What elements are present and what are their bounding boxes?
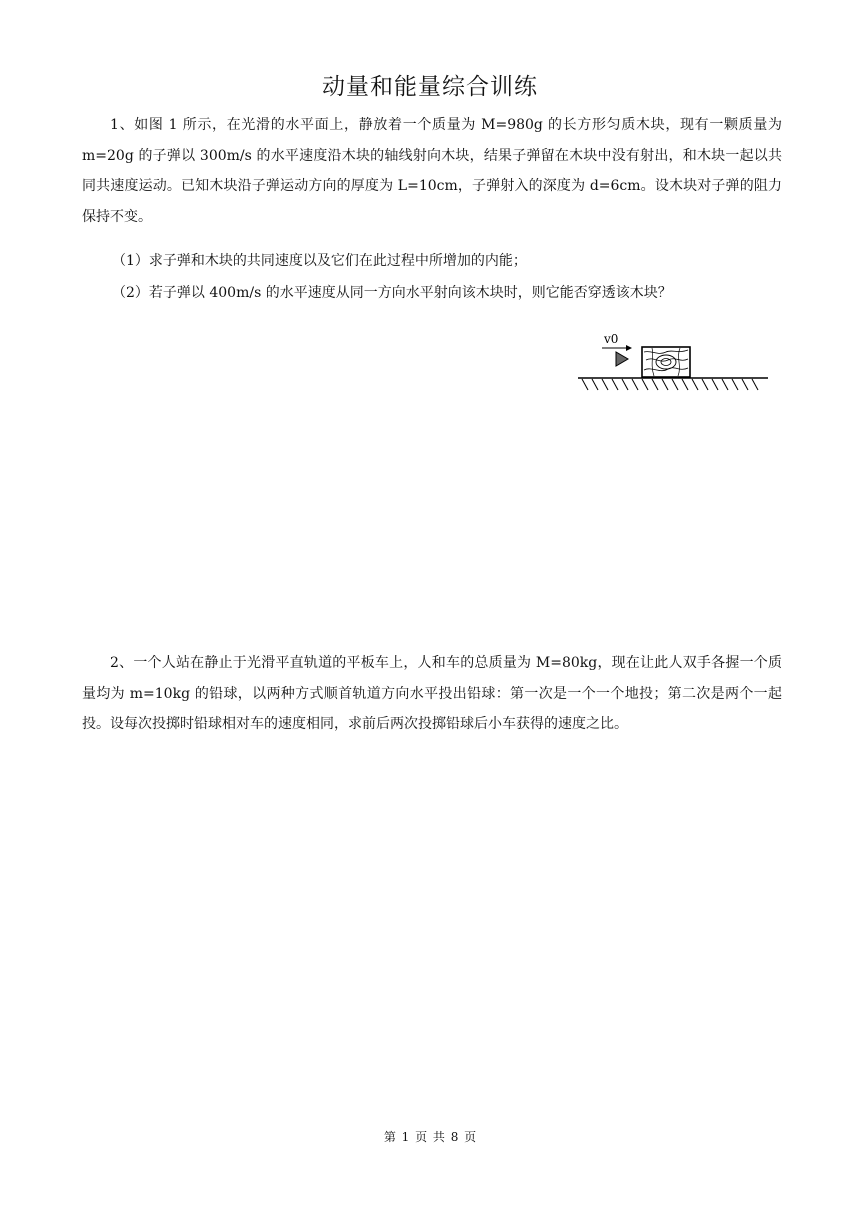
question-1-text: 1、如图 1 所示，在光滑的水平面上，静放着一个质量为 M=980g 的长方形匀质木块，现有一颗质量为 m=20g 的子弹以 300m/s 的水平速度沿木块的轴线射向木块，结果子弹留在木块中没有射出，和木块一起以共同共速度运动。已知木块沿子弹运动方向的厚度为 L=10cm，子弹射入的深度为 d=6cm。设木块对子弹的阻力保持不变。	[82, 117, 782, 225]
velocity-label: v0	[604, 332, 619, 346]
bullet-block-figure	[574, 330, 774, 400]
page-footer: 第 1 页 共 8 页	[383, 1130, 477, 1144]
ground-surface	[578, 378, 768, 390]
bullet-icon	[616, 352, 628, 366]
wood-block-icon	[642, 347, 690, 377]
question-2-text: 2、一个人站在静止于光滑平直轨道的平板车上，人和车的总质量为 M=80kg，现在让此人双手各握一个质量均为 m=10kg 的铅球，以两种方式顺首轨道方向水平投出铅球：第一次是一个一个地投；第二次是两个一起投。设每次投掷时铅球相对车的速度相同，求前后两次投掷铅球后小车获得的速度之比。	[82, 655, 782, 732]
question-1-sub-1: （1）求子弹和木块的共同速度以及它们在此过程中所增加的内能；	[112, 253, 527, 269]
question-1-sub-2: （2）若子弹以 400m/s 的水平速度从同一方向水平射向该木块时，则它能否穿透该木块？	[112, 285, 672, 301]
page-title: 动量和能量综合训练	[322, 74, 538, 100]
